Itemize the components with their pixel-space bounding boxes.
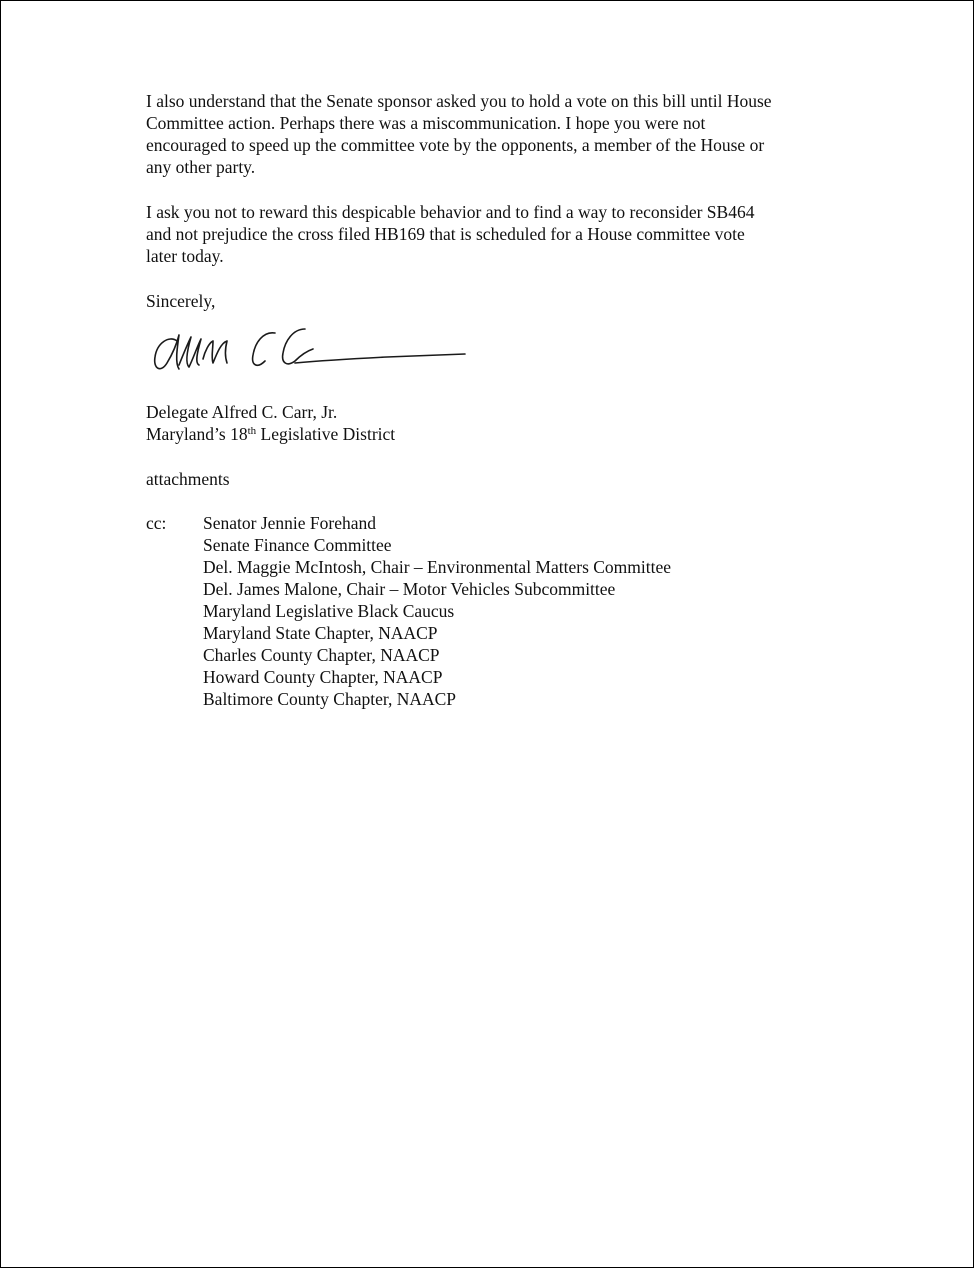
district-suffix: Legislative District <box>256 424 396 444</box>
handwritten-signature <box>147 319 469 379</box>
signer-district <box>146 423 395 445</box>
cc-recipient: Baltimore County Chapter, NAACP <box>203 689 457 709</box>
paragraph-line: I also understand that the Senate sponsor asked you to hold a vote on this bill until House <box>146 91 772 111</box>
cc-recipient: Del. James Malone, Chair – Motor Vehicles Subcommittee <box>203 579 616 599</box>
closing: Sincerely, <box>146 291 216 311</box>
paragraph-reconsider-request <box>146 201 754 267</box>
cc-recipient: Maryland State Chapter, NAACP <box>203 623 438 643</box>
paragraph-line: Committee action. Perhaps there was a miscommunication. I hope you were not <box>146 113 706 133</box>
cc-recipient: Senator Jennie Forehand <box>203 513 377 533</box>
cc-recipient: Charles County Chapter, NAACP <box>203 645 440 665</box>
paragraph-line: any other party. <box>146 157 256 177</box>
cc-recipient: Del. Maggie McIntosh, Chair – Environmental Matters Committee <box>203 557 672 577</box>
paragraph-line: I ask you not to reward this despicable behavior and to find a way to reconsider SB464 <box>146 202 755 222</box>
attachments-note: attachments <box>146 469 230 489</box>
paragraph-line: later today. <box>146 246 224 266</box>
cc-recipient: Maryland Legislative Black Caucus <box>203 601 455 621</box>
paragraph-line: and not prejudice the cross filed HB169 that is scheduled for a House committee vote <box>146 224 745 244</box>
cc-label: cc: <box>146 513 167 533</box>
district-prefix: Maryland’s 18 <box>146 424 248 444</box>
cc-recipient: Howard County Chapter, NAACP <box>203 667 443 687</box>
paragraph-line: encouraged to speed up the committee vote by the opponents, a member of the House or <box>146 135 765 155</box>
signer-name: Delegate Alfred C. Carr, Jr. <box>146 402 338 422</box>
paragraph-senate-sponsor <box>146 90 772 178</box>
cc-recipient: Senate Finance Committee <box>203 535 392 555</box>
cc-recipient-list <box>203 512 671 710</box>
district-ordinal-suffix: th <box>247 425 257 437</box>
signature-graphic <box>147 319 469 379</box>
